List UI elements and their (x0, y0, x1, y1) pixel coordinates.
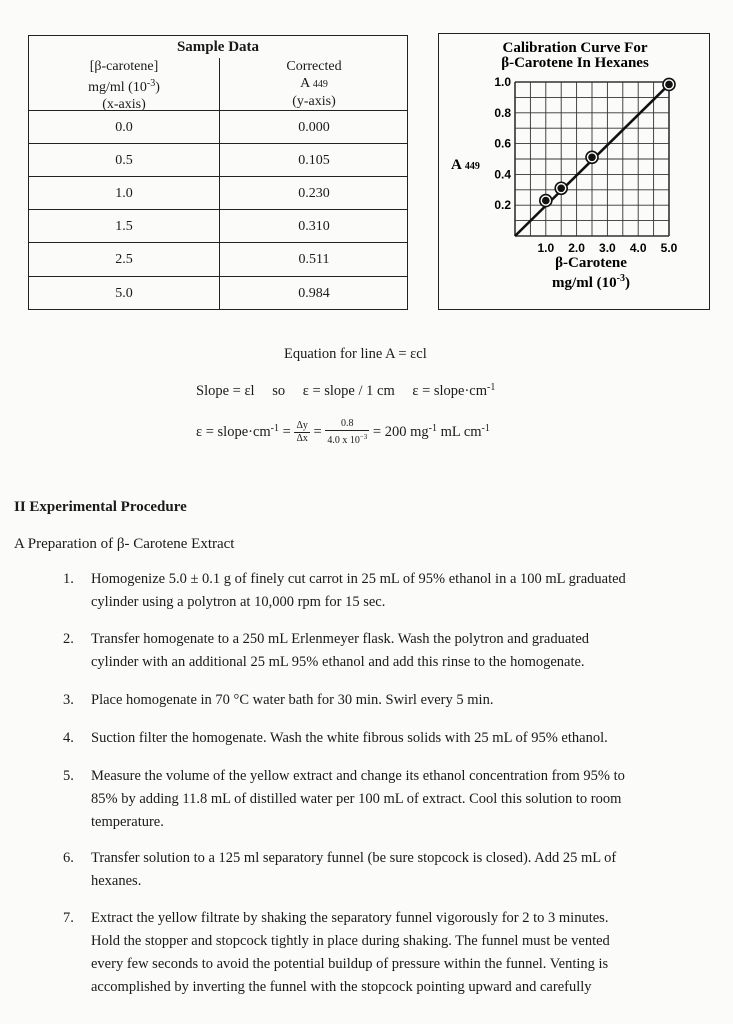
x-tick-label: 3.0 (599, 241, 616, 255)
step-line: 85% by adding 11.8 mL of distilled water per 100 mL of extract. Cool this solution to room (91, 791, 622, 807)
eps-result-exp: -1 (428, 422, 437, 434)
slope-so: so (272, 383, 286, 399)
header-line: Corrected (286, 59, 342, 74)
step-number: 6. (63, 850, 74, 866)
step-number: 5. (63, 768, 74, 784)
header-line: (x-axis) (102, 97, 146, 112)
y-tick-label: 1.0 (494, 75, 511, 89)
sample-data-table (28, 35, 408, 310)
step-number: 4. (63, 730, 74, 746)
header-line: A 449 (300, 76, 328, 91)
table-cell: 0.5 (115, 153, 133, 168)
epsilon-calculation: $\varepsilon = slope\cdot cm^{-1}$ = $\frac{\Delta y}{\Delta x}$ = $\frac{0.8}{4.0 x 10^{-3}}$ = 200 $mg^{-1}$ mL $cm^{-1}$ (196, 418, 490, 446)
slope-eq-b: ε = slope / 1 cm (302, 383, 395, 399)
step-number: 2. (63, 631, 74, 647)
y-tick-label: 0.6 (494, 136, 511, 151)
table-title: Sample Data (176, 39, 260, 55)
procedure-step (63, 628, 723, 674)
step-line: cylinder using a polytron at 10,000 rpm for 15 sec. (91, 594, 386, 610)
table-cell: 5.0 (115, 286, 133, 301)
table-cell: 2.5 (115, 252, 133, 267)
y-tick-label: 0.8 (494, 105, 511, 120)
step-line: cylinder with an additional 25 mL 95% ethanol and add this rinse to the homogenate. (91, 654, 585, 670)
eps-result: = 200 mg (372, 423, 429, 440)
row-divider (29, 143, 407, 144)
table-cell: 0.105 (298, 153, 330, 168)
eps-prefix-exp: -1 (270, 422, 280, 434)
row-divider (29, 209, 407, 210)
table-cell: 0.984 (298, 286, 330, 301)
procedure-step (63, 727, 723, 750)
table-cell: 0.310 (298, 219, 330, 234)
line-equation: Equation for line A = εcl (284, 346, 427, 362)
table-cell: 1.0 (115, 186, 133, 201)
data-point (557, 184, 565, 192)
table-cell: 1.5 (115, 219, 133, 234)
procedure-step (63, 847, 723, 893)
row-divider (29, 276, 407, 277)
chart-svg (439, 34, 711, 311)
row-divider (29, 242, 407, 243)
x-tick-label: 5.0 (660, 241, 678, 255)
procedure-step (63, 907, 723, 999)
table-cell: 0.230 (298, 186, 330, 201)
data-point (588, 154, 596, 162)
fraction-values: $\frac{0.8}{4.0 x 10^{-3}}$ (327, 418, 368, 446)
eps-result-tail: mL cm (436, 423, 482, 440)
slope-equations (196, 382, 495, 400)
y-axis-label: A 449 (451, 157, 480, 173)
table-cell: 0.511 (298, 252, 330, 267)
step-number: 7. (63, 910, 74, 926)
step-line: hexanes. (91, 873, 142, 889)
eps-prefix: ε = slope·cm (196, 423, 271, 440)
subsection-heading: A Preparation of β- Carotene Extract (14, 536, 235, 552)
calibration-chart (438, 33, 710, 310)
section-heading: II Experimental Procedure (14, 499, 187, 515)
procedure-step (63, 568, 723, 614)
step-line: Hold the stopper and stopcock tightly in place during shaking. The funnel must be vented (91, 933, 610, 949)
step-line: temperature. (91, 814, 164, 830)
step-line: Measure the volume of the yellow extract and change its ethanol concentration from 95% to (91, 768, 625, 784)
step-line: Transfer homogenate to a 250 mL Erlenmeyer flask. Wash the polytron and graduated (91, 631, 590, 647)
step-line: every few seconds to avoid the potential buildup of pressure within the funnel. Venting is (91, 956, 609, 972)
data-point (542, 197, 550, 205)
chart-title-line: β-Carotene In Hexanes (501, 55, 649, 71)
column-header-concentration (29, 58, 219, 113)
procedure-step (63, 765, 723, 834)
x-tick-label: 2.0 (568, 241, 585, 255)
step-line: Homogenize 5.0 ± 0.1 g of finely cut carrot in 25 mL of 95% ethanol in a 100 mL graduated (91, 571, 626, 587)
header-line: [β-carotene] (89, 59, 159, 74)
chart-title-line: Calibration Curve For (502, 40, 648, 56)
y-tick-label: 0.4 (494, 167, 511, 182)
row-divider (29, 110, 407, 111)
column-header-absorbance (219, 58, 409, 110)
y-tick-label: 0.2 (494, 198, 511, 213)
row-divider (29, 176, 407, 177)
header-line: mg/ml $(10^{-3})$ (88, 78, 160, 95)
step-line: Place homogenate in 70 °C water bath for 30 min. Swirl every 5 min. (91, 692, 494, 708)
step-line: Suction filter the homogenate. Wash the white fibrous solids with 25 mL of 95% ethanol. (91, 730, 608, 746)
slope-eq-c: $\varepsilon = slope\cdot cm^{-1}$ (412, 382, 496, 399)
x-axis-label-line: β-Carotene (555, 255, 627, 271)
fraction-dy-dx: $\frac{\Delta y}{\Delta x}$ (296, 420, 308, 444)
data-point (665, 81, 673, 89)
table-cell: 0.0 (115, 120, 133, 135)
x-tick-label: 1.0 (537, 241, 555, 255)
step-line: accomplished by inverting the funnel with the stopcock pointing upward and carefully (91, 979, 592, 995)
table-cell: 0.000 (298, 120, 330, 135)
step-line: Extract the yellow filtrate by shaking the separatory funnel vigorously for 2 to 3 minutes. (91, 910, 609, 926)
step-number: 1. (63, 571, 74, 587)
x-axis-label-line: mg/ml $(10^{-3})$ (552, 273, 630, 291)
x-tick-label: 4.0 (629, 241, 647, 255)
header-line: (y-axis) (292, 94, 336, 109)
chart-marks (515, 78, 675, 236)
procedure-step (63, 689, 723, 712)
eps-result-tail-exp: -1 (481, 422, 490, 434)
step-line: Transfer solution to a 125 ml separatory funnel (be sure stopcock is closed). Add 25 mL of (91, 850, 617, 866)
slope-eq-a: Slope = εl (196, 383, 255, 399)
step-number: 3. (63, 692, 74, 708)
